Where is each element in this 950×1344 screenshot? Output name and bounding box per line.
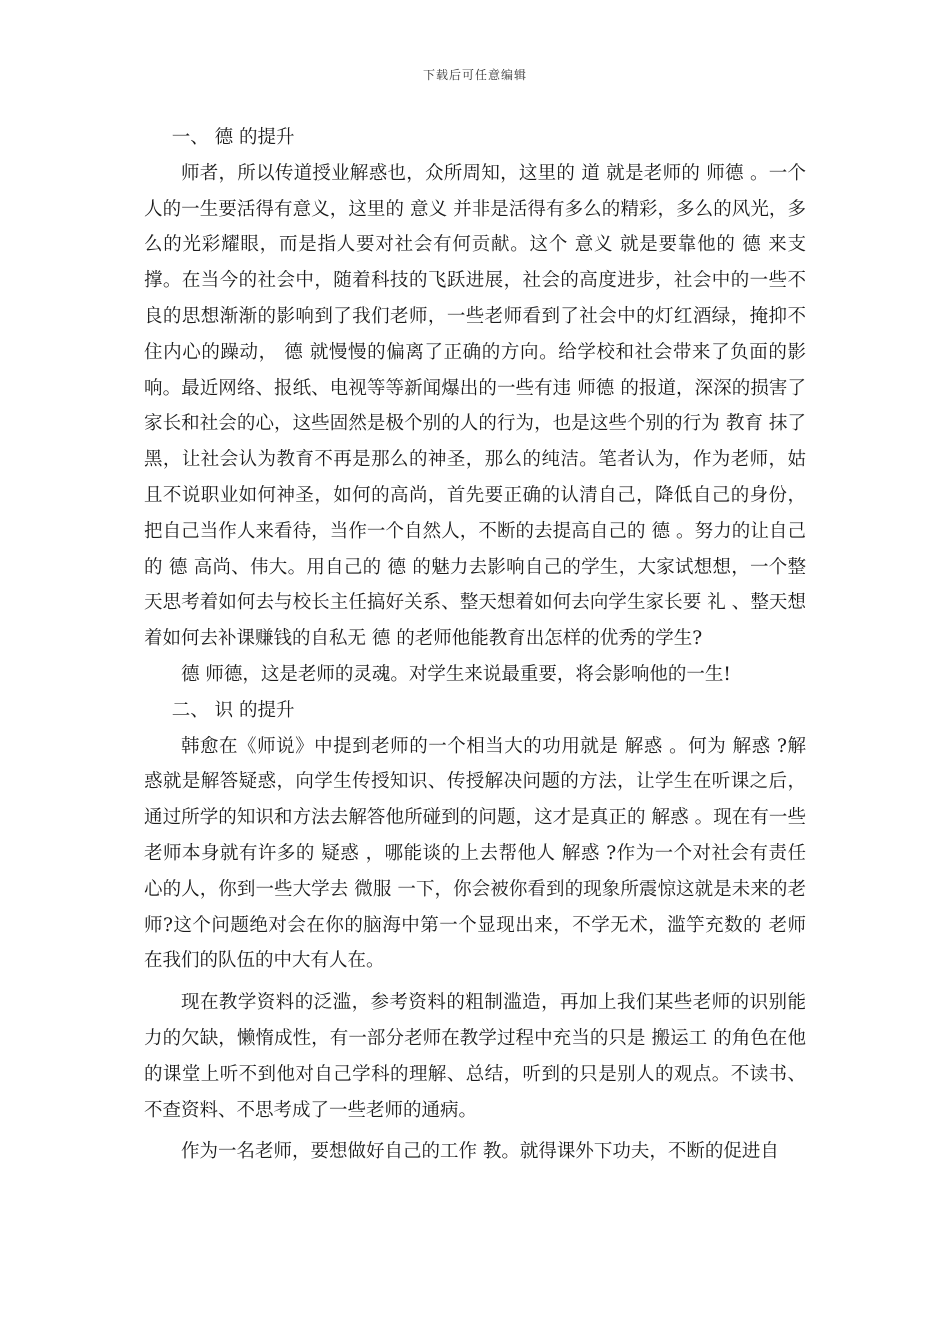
paragraph-2-1: 韩愈在《师说》中提到老师的一个相当大的功用就是 解惑 。何为 解惑 ?解惑就是解答疑惑，向学生传授知识、传授解决问题的方法，让学生在听课之后，通过所学的知识和方法去解答他所碰到的问题，这才是真正的 解惑 。现在有一些老师本身就有许多的 疑惑 ，哪能谈的上去帮他人 解惑 ?作为一个对社会有责任心的人，你到一些大学去 微服 一下，你会被你看到的现象所震惊这就是未来的老师?这个问题绝对会在你的脑海中第一个显现出来，不学无术，滥竽充数的 老师 在我们的队伍的中大有人在。 <box>144 735 806 972</box>
paragraph-2-2: 现在教学资料的泛滥，参考资料的粗制滥造，再加上我们某些老师的识别能力的欠缺，懒惰成性，有一部分老师在教学过程中充当的只是 搬运工 的角色在他的课堂上听不到他对自己学科的理解、总结，听到的只是别人的观点。不读书、不查资料、不思考成了一些老师的通病。 <box>144 992 806 1121</box>
page-header: 下载后可任意编辑 <box>422 68 527 82</box>
document-body <box>144 120 806 1170</box>
paragraph-1-1: 师者，所以传道授业解惑也，众所周知，这里的 道 就是老师的 师德 。一个人的一生要活得有意义，这里的 意义 并非是活得有多么的精彩，多么的风光，多么的光彩耀眼，而是指人要对社会有何贡献。这个 意义 就是要靠他的 德 来支撑。在当今的社会中，随着科技的飞跃进展，社会的高度进步，社会中的一些不良的思想渐渐的影响到了我们老师，一些老师看到了社会中的灯红酒绿，掩抑不住内心的躁动， 德 就慢慢的偏离了正确的方向。给学校和社会带来了负面的影响。最近网络、报纸、电视等等新闻爆出的一些有违 师德 的报道，深深的损害了家长和社会的心，这些固然是极个别的人的行为，也是这些个别的行为 教育 抹了黑，让社会认为教育不再是那么的神圣，那么的纯洁。笔者认为，作为老师，姑且不说职业如何神圣，如何的高尚，首先要正确的认清自己，降低自己的身份，把自己当作人来看待，当作一个自然人，不断的去提高自己的 德 。努力的让自己的 德 高尚、伟大。用自己的 德 的魅力去影响自己的学生，大家试想想，一个整天思考着如何去与校长主任搞好关系、整天想着如何去向学生家长要 礼 、整天想着如何去补课赚钱的自私无 德 的老师他能教育出怎样的优秀的学生? <box>144 162 806 650</box>
section-heading-1: 一、 德 的提升 <box>171 127 295 148</box>
paragraph-2-3: 作为一名老师，要想做好自己的工作 教。就得课外下功夫，不断的促进自 <box>181 1141 779 1163</box>
paragraph-1-2: 德 师德，这是老师的灵魂。对学生来说最重要，将会影响他的一生! <box>181 663 731 685</box>
section-heading-2: 二、 识 的提升 <box>171 699 295 721</box>
